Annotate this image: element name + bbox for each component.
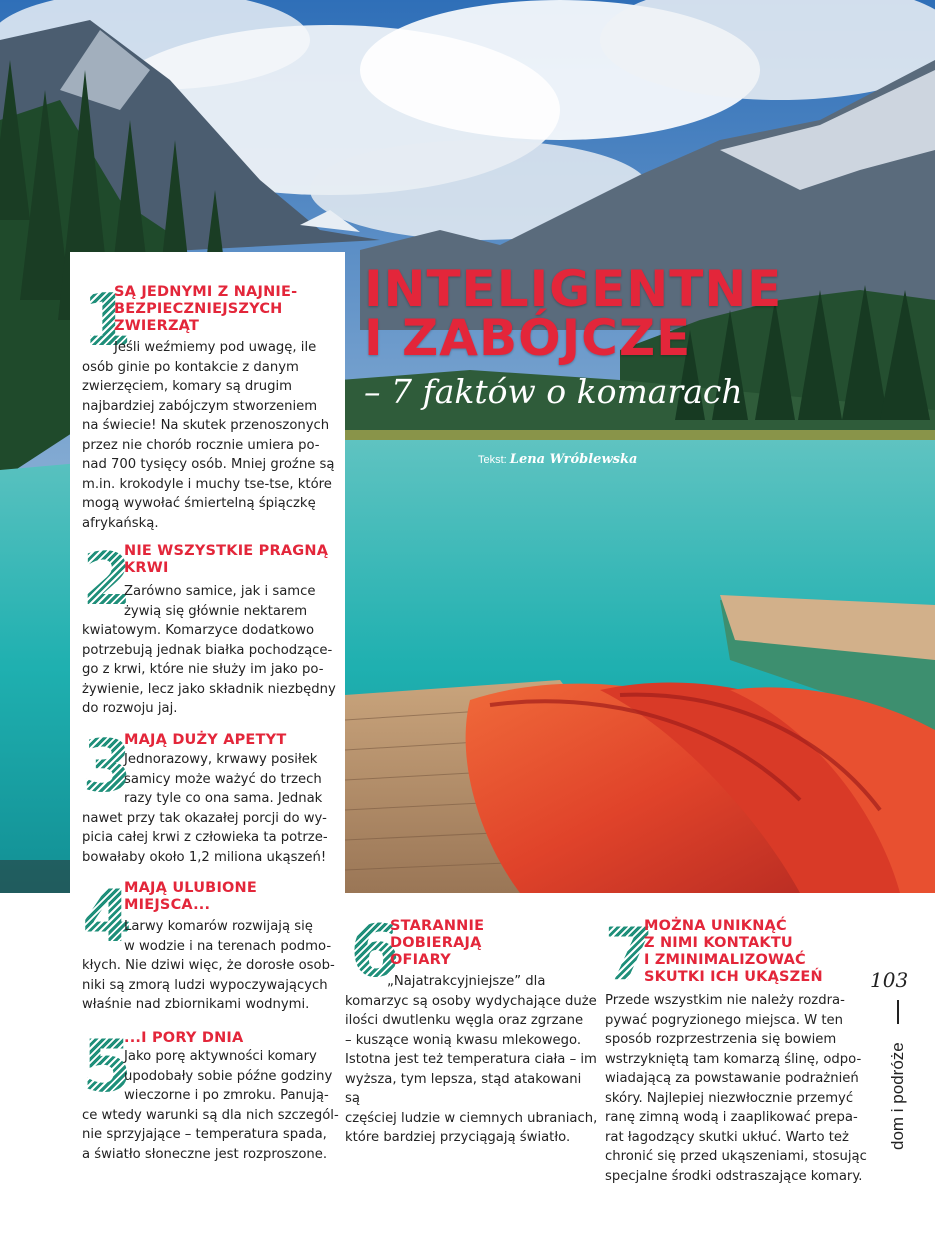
section-label: dom i podróże: [888, 1042, 907, 1150]
byline-label: Tekst:: [478, 454, 507, 466]
fact-body-2: Zarówno samice, jak i samce żywią się głównie nektarem kwiatowym. Komarzyce dodatkowo potrzebują jednak białka pochodzące- go z krwi, które nie służy im jako po- żywienie, lecz jako składnik niezbędny do rozwoju jaj.: [82, 584, 336, 716]
fact-body-7: Przede wszystkim nie należy rozdra- pywać pogryzionego miejsca. W ten sposób rozprzestrzenia się bowiem wstrzykniętą tam komarzą ślinę, odpo- wiadającą za powstawanie podrażnień skóry. Najlepiej niezwłocznie przemyć ranę zimną wodą i zaaplikować prepa- rat łagodzący skutki ukłuć. Warto też chronić się przed ukąszeniami, stosując specjalne środki odstraszające komary.: [605, 993, 867, 1184]
article-title-line-1: INTELIGENTNE: [364, 260, 783, 318]
fact-number-3: 3: [82, 724, 131, 808]
fact-body-3: Jednorazowy, krwawy posiłek samicy może ważyć do trzech razy tyle co ona sama. Jednak nawet przy tak okazałej porcji do wy- picia całej krwi z człowieka ta potrze- bowałaby około 1,2 miliona ukąszeń!: [82, 752, 328, 865]
fact-number-2: 2: [82, 537, 131, 621]
fact-heading-4: MAJĄ ULUBIONE MIEJSCA...: [124, 880, 258, 913]
fact-number-5: 5: [82, 1024, 131, 1108]
fact-body-6: „Najatrakcyjniejsze” dla komarzyc są osoby wydychające duże ilości dwutlenku węgla oraz zgrzane – kuszące wonią kwasu mlekowego. Istotna jest też temperatura ciała – im wyższa, tym lepsza, stąd atakowani są częściej ludzie w ciemnych ubraniach, które bardziej przyciągają światło.: [345, 974, 598, 1145]
fact-body-1: Jeśli weźmiemy pod uwagę, ile osób ginie po kontakcie z danym zwierzęciem, komary są drugim najbardziej zabójczym stworzeniem na świecie! Na skutek przenoszonych przez nie chorób rocznie umiera po- nad 700 tysięcy osób. Mniej groźne są m.in. krokodyle i muchy tse-tse, które mogą wywołać śmiertelną śpiączkę afrykańską.: [82, 340, 335, 531]
article-subtitle: – 7 faktów o komarach: [364, 372, 743, 411]
fact-number-6: 6: [350, 909, 399, 993]
fact-body-5: Jako porę aktywności komary upodobały sobie późne godziny wieczorne i po zmroku. Panują- ce wtedy warunki są dla nich szczegól- nie sprzyjające – temperatura spada, a światło słoneczne jest rozproszone.: [82, 1049, 339, 1162]
article-title-line-2: I ZABÓJCZE: [364, 309, 692, 367]
article-title: [364, 260, 783, 367]
fact-heading-1: SĄ JEDNYMI Z NAJNIE- BEZPIECZNIEJSZYCH ZWIERZĄT: [114, 284, 298, 334]
fact-heading-2: NIE WSZYSTKIE PRAGNĄ KRWI: [124, 543, 329, 576]
fact-heading-3: MAJĄ DUŻY APETYT: [124, 732, 287, 748]
fact-heading-6: STARANNIE DOBIERAJĄ OFIARY: [390, 918, 485, 968]
byline-author: Lena Wróblewska: [509, 452, 638, 467]
page-number: 103: [870, 968, 909, 992]
fact-heading-5: ...I PORY DNIA: [124, 1030, 244, 1046]
fact-number-4: 4: [82, 874, 131, 958]
fact-body-4: Larwy komarów rozwijają się w wodzie i na terenach podmo- kłych. Nie dziwi więc, że dorosłe osob- niki są zmorą ludzi wypoczywających właśnie nad zbiornikami wodnymi.: [82, 919, 335, 1012]
fact-heading-7: MOŻNA UNIKNĄĆ Z NIMI KONTAKTU I ZMINIMALIZOWAĆ SKUTKI ICH UKĄSZEŃ: [644, 918, 823, 985]
fact-number-1: 1: [82, 278, 131, 362]
byline: [478, 452, 637, 467]
fact-number-7: 7: [604, 912, 653, 996]
